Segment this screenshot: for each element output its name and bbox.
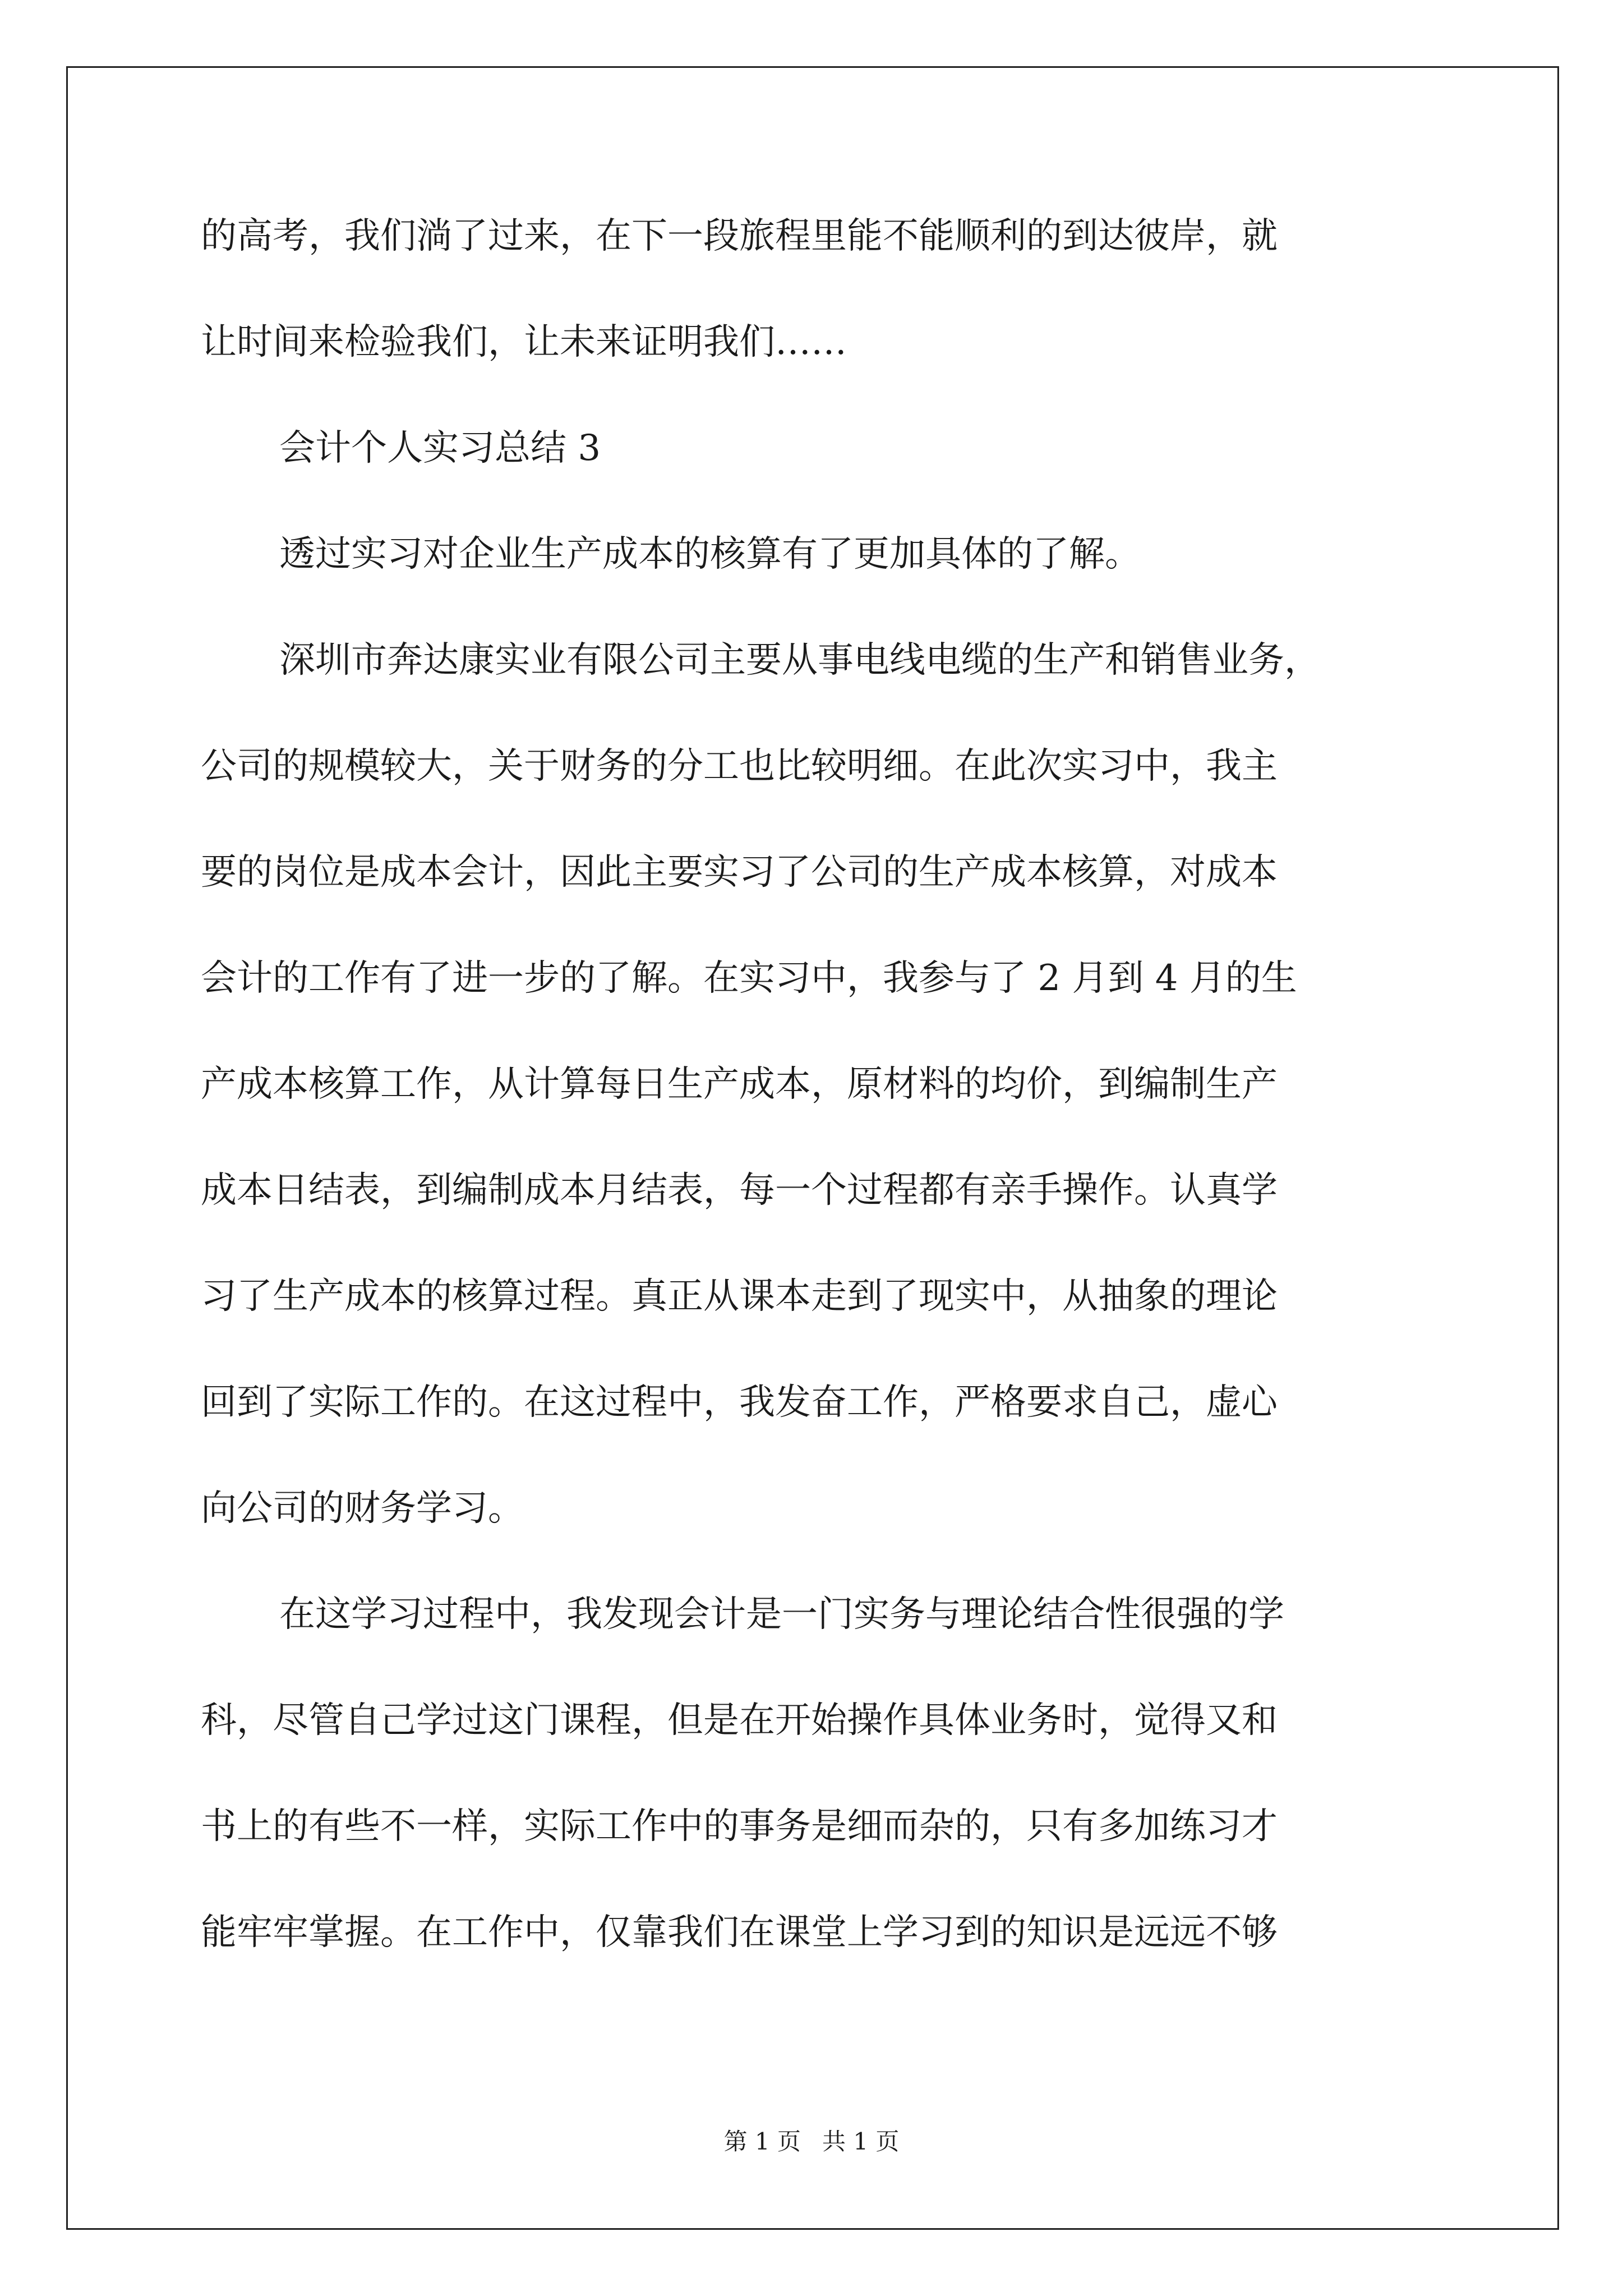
section-heading: 会计个人实习总结 3 bbox=[279, 427, 601, 469]
text-line: 回到了实际工作的。在这过程中，我发奋工作，严格要求自己，虚心 bbox=[201, 1382, 1278, 1423]
text-line: 公司的规模较大，关于财务的分工也比较明细。在此次实习中，我主 bbox=[201, 746, 1278, 787]
text-line: 产成本核算工作，从计算每日生产成本，原材料的均价，到编制生产 bbox=[201, 1064, 1278, 1105]
text-line: 深圳市奔达康实业有限公司主要从事电线电缆的生产和销售业务， bbox=[279, 639, 1320, 681]
text-line: 在这学习过程中，我发现会计是一门实务与理论结合性很强的学 bbox=[279, 1594, 1284, 1635]
page-number: 第 1 页 bbox=[723, 2128, 801, 2155]
text-line: 向公司的财务学习。 bbox=[201, 1488, 524, 1529]
text-line: 科，尽管自己学过这门课程，但是在开始操作具体业务时，觉得又和 bbox=[201, 1700, 1278, 1741]
page-total: 共 1 页 bbox=[822, 2128, 900, 2155]
text-line: 能牢牢掌握。在工作中，仅靠我们在课堂上学习到的知识是远远不够 bbox=[201, 1912, 1278, 1953]
text-line: 会计的工作有了进一步的了解。在实习中，我参与了 2 月到 4 月的生 bbox=[201, 958, 1297, 999]
text-line: 透过实习对企业生产成本的核算有了更加具体的了解。 bbox=[279, 533, 1141, 575]
page-footer bbox=[0, 2128, 1623, 2156]
text-line: 书上的有些不一样，实际工作中的事务是细而杂的，只有多加练习才 bbox=[201, 1806, 1278, 1847]
text-line: 让时间来检验我们，让未来证明我们…… bbox=[201, 321, 847, 363]
text-line: 要的岗位是成本会计，因此主要实习了公司的生产成本核算，对成本 bbox=[201, 852, 1278, 893]
text-line: 成本日结表，到编制成本月结表，每一个过程都有亲手操作。认真学 bbox=[201, 1170, 1278, 1211]
text-line: 的高考，我们淌了过来，在下一段旅程里能不能顺利的到达彼岸，就 bbox=[201, 215, 1278, 257]
text-line: 习了生产成本的核算过程。真正从课本走到了现实中，从抽象的理论 bbox=[201, 1276, 1278, 1317]
document-body bbox=[201, 216, 1453, 2018]
